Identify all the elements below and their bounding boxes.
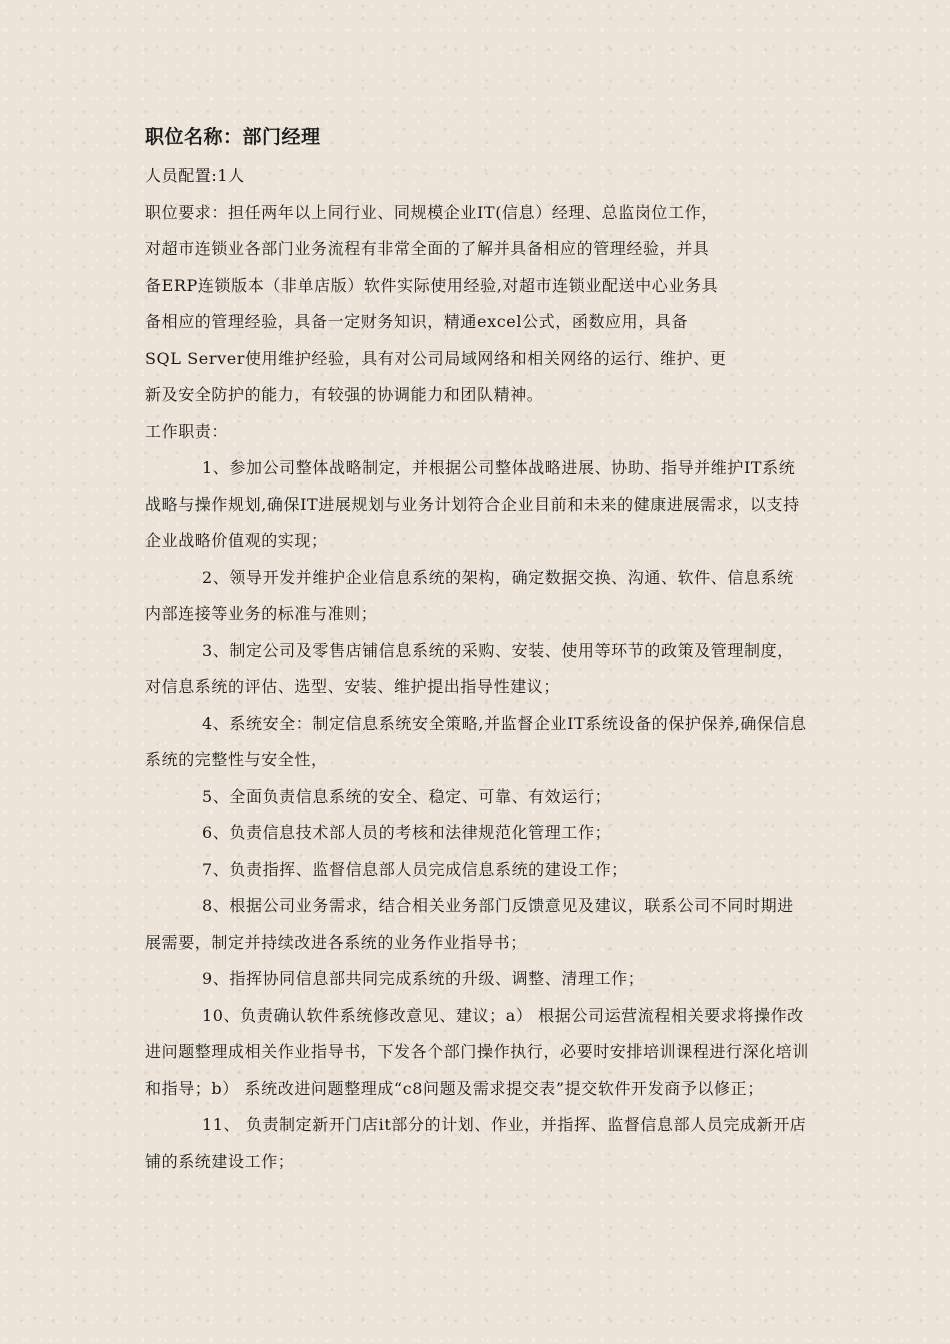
- requirements-line: 职位要求：担任两年以上同行业、同规模企业IT(信息）经理、总监岗位工作，: [145, 202, 718, 222]
- document-body: [145, 118, 810, 1180]
- requirements-section: [145, 195, 810, 414]
- requirements-line: 新及安全防护的能力，有较强的协调能力和团队精神。: [145, 385, 544, 404]
- duty-item: 11、 负责制定新开门店it部分的计划、作业，并指挥、监督信息部人员完成新开店铺的系统建设工作；: [145, 1115, 807, 1171]
- document-title: 职位名称：部门经理: [145, 126, 321, 148]
- requirements-line: 备ERP连锁版本（非单店版）软件实际使用经验,对超市连锁业配送中心业务具: [145, 275, 719, 295]
- duty-item: 1、参加公司整体战略制定，并根据公司整体战略进展、协助、指导并维护IT系统战略与操作规划,确保IT进展规划与业务计划符合企业目前和未来的健康进展需求，以支持企业战略价值观的实现；: [145, 458, 800, 550]
- staffing-line: 人员配置:1人: [145, 166, 245, 185]
- duties-list: [145, 450, 810, 1180]
- duty-item: 4、系统安全：制定信息系统安全策略,并监督企业IT系统设备的保护保养,确保信息系统的完整性与安全性，: [145, 713, 807, 769]
- duty-item: 3、制定公司及零售店铺信息系统的采购、安装、使用等环节的政策及管理制度，对信息系统的评估、选型、安装、维护提出指导性建议；: [145, 640, 794, 696]
- duty-item: 9、指挥协同信息部共同完成系统的升级、调整、清理工作；: [202, 969, 645, 988]
- duty-item: 2、领导开发并维护企业信息系统的架构，确定数据交换、沟通、软件、信息系统内部连接等业务的标准与准则；: [145, 567, 794, 623]
- duty-item: 5、全面负责信息系统的安全、稳定、可靠、有效运行；: [202, 786, 612, 806]
- duty-item: 6、负责信息技术部人员的考核和法律规范化管理工作；: [202, 823, 612, 842]
- duty-item: 7、负责指挥、监督信息部人员完成信息系统的建设工作；: [202, 859, 628, 879]
- requirements-line: 对超市连锁业各部门业务流程有非常全面的了解并具备相应的管理经验，并具: [145, 239, 710, 258]
- requirements-line: 备相应的管理经验，具备一定财务知识，精通excel公式，函数应用，具备: [145, 312, 689, 331]
- requirements-line: SQL Server使用维护经验，具有对公司局域网络和相关网络的运行、维护、更: [145, 348, 727, 368]
- duty-item: 8、根据公司业务需求，结合相关业务部门反馈意见及建议，联系公司不同时期进展需要，制定并持续改进各系统的业务作业指导书；: [145, 896, 794, 952]
- duty-item: 10、负责确认软件系统修改意见、建议；a） 根据公司运营流程相关要求将操作改进问题整理成相关作业指导书，下发各个部门操作执行，必要时安排培训课程进行深化培训和指导；b） 系统改进问题整理成“c8问题及需求提交表”提交软件开发商予以修正；: [145, 1005, 810, 1098]
- duties-heading: 工作职责：: [145, 421, 229, 441]
